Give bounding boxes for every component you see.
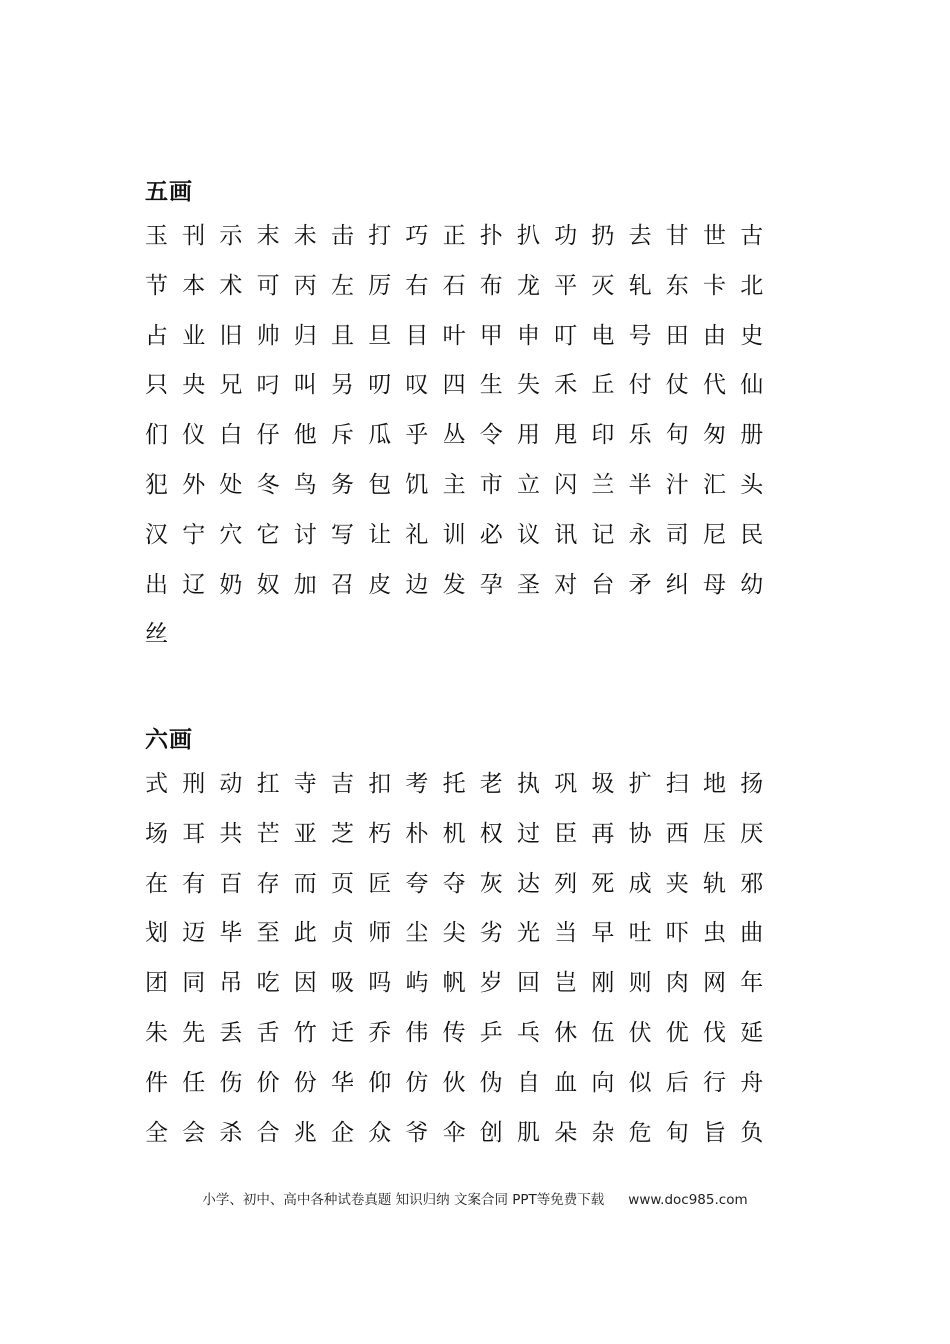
character-row: 件任伤价份华仰仿伙伪自血向似后行舟 xyxy=(145,1069,778,1096)
character-row: 团同吊吃因吸吗屿帆岁回岂刚则肉网年 xyxy=(145,970,778,997)
character-row: 犯外处冬鸟务包饥主市立闪兰半汁汇头 xyxy=(145,471,778,498)
character-row: 划迈毕至此贞师尘尖劣光当早吐吓虫曲 xyxy=(145,920,778,947)
character-row: 节本术可丙左厉右石布龙平灭轧东卡北 xyxy=(145,272,778,299)
character-row: 玉刊示末未击打巧正扑扒功扔去甘世古 xyxy=(145,223,778,249)
character-row: 朱先丢舌竹迁乔伟传乒乓休伍伏优伐延 xyxy=(145,1019,778,1046)
footer-url: www.doc985.com xyxy=(628,1192,748,1208)
character-row: 们仪白仔他斥瓜乎丛令用甩印乐句匆册 xyxy=(145,422,778,449)
character-row: 只央兄叼叫另叨叹四生失禾丘付仗代仙 xyxy=(145,372,778,399)
section-six-strokes xyxy=(145,720,825,1158)
character-row: 汉宁穴它讨写让礼训必议讯记永司尼民 xyxy=(145,521,778,548)
footer-text: 小学、初中、高中各种试卷真题 知识归纳 文案合同 PPT等免费下载 xyxy=(202,1192,605,1208)
character-row: 出辽奶奴加召皮边发孕圣对台矛纠母幼 xyxy=(145,571,778,598)
character-row: 占业旧帅归且旦目叶甲申叮电号田由史 xyxy=(145,322,778,349)
section-heading: 六画 xyxy=(145,727,193,753)
section-five-strokes xyxy=(145,172,825,660)
character-row: 式刑动扛寺吉扣考托老执巩圾扩扫地扬 xyxy=(145,771,778,797)
character-row: 在有百存而页匠夸夺灰达列死成夹轨邪 xyxy=(145,870,778,897)
section-heading: 五画 xyxy=(145,179,193,205)
character-row: 丝 xyxy=(145,621,183,648)
character-row: 场耳共芒亚芝朽朴机权过臣再协西压厌 xyxy=(145,820,778,847)
character-row: 全会杀合兆企众爷伞创肌朵杂危旬旨负 xyxy=(145,1119,778,1146)
page-footer xyxy=(0,1188,950,1208)
